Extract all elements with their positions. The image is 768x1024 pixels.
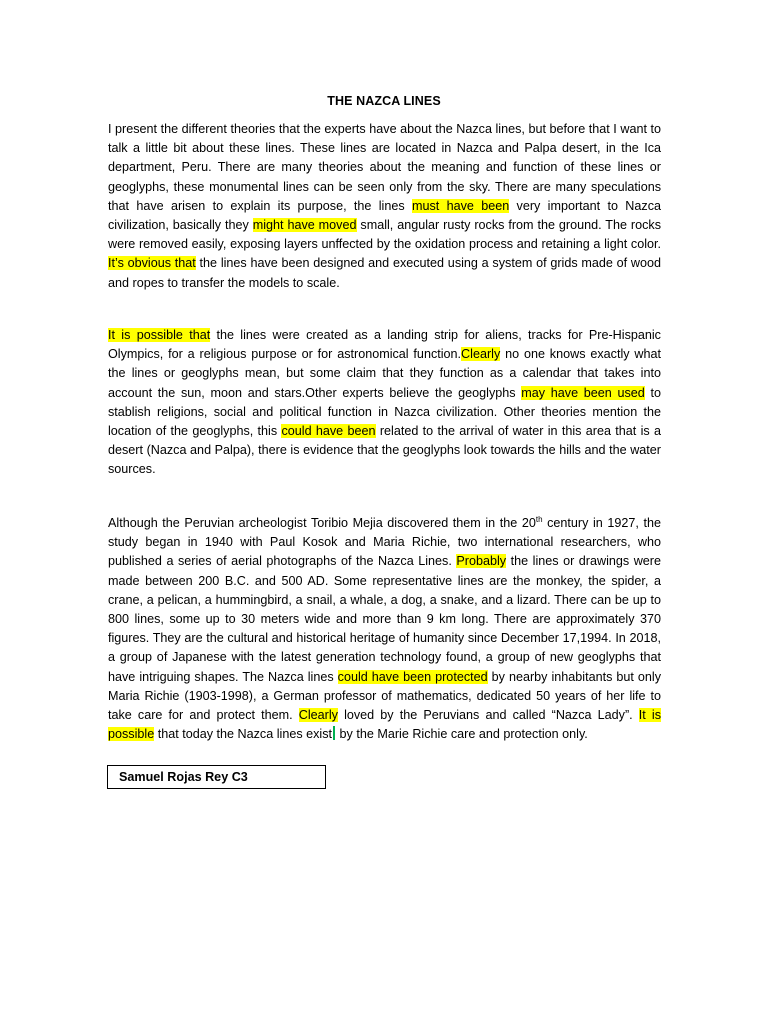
paragraph-2 [108, 326, 661, 480]
highlighted-phrase: Clearly [461, 347, 501, 362]
highlighted-phrase: might have moved [252, 218, 357, 233]
document-title: THE NAZCA LINES [327, 94, 441, 108]
highlighted-phrase: could have been protected [337, 669, 488, 684]
text-run: by the Marie Richie care and protection only. [336, 727, 588, 742]
signature-box: Samuel Rojas Rey C3 [107, 765, 326, 789]
highlighted-phrase: may have been used [521, 385, 645, 400]
text-run: no one knows exactly what the lines or geoglyphs mean, but some claim that they function as a calendar that takes into account the sun, moon and stars.Other experts believe the geoglyphs [108, 347, 661, 400]
text-run: the lines have been designed and executed using a system of grids made of wood and ropes to transfer the models to scale. [108, 256, 661, 290]
text-run: small, angular rusty rocks from the ground. The rocks were removed easily, exposing layers unffected by the oxidation process and retaining a light color. [108, 218, 661, 252]
text-run: that today the Nazca lines exist [154, 727, 333, 742]
text-run: the lines or drawings were made between 200 B.C. and 500 AD. Some representative lines are the monkey, the spider, a crane, a pelican, a hummingbird, a snail, a whale, a dog, a snake, and a lizard. There can be up to 800 lines, some up to 30 meters wide and more than 9 km long. There are approximately 370 figures. They are the cultural and historical heritage of humanity since December 17,1994. In 2018, a group of Japanese with the latest generation technology found, a group of new geoglyphs that have intriguing shapes. The Nazca lines [108, 554, 661, 684]
text-run: related to the arrival of water in this area that is a desert (Nazca and Palpa), there is evidence that the geoglyphs look towards the hills and the water sources. [108, 424, 661, 477]
text-run: to stablish religions, social and political function in Nazca civilization. Other theories mention the location of the geoglyphs, this [108, 385, 661, 439]
text-run: by nearby inhabitants but only Maria Richie (1903-1998), a German professor of mathematics, dedicated 50 years of her life to take care for and protect them. [108, 669, 661, 723]
highlighted-phrase: Probably [456, 554, 507, 569]
paragraph-1 [108, 120, 661, 293]
text-run: Although the Peruvian archeologist Toribio Mejia discovered them in the 20 [108, 516, 536, 530]
highlighted-phrase: could have been [281, 424, 376, 439]
highlighted-phrase: Clearly [298, 708, 338, 723]
highlighted-phrase: It’s obvious that [108, 256, 196, 271]
text-run: I present the different theories that the experts have about the Nazca lines, but before that I want to talk a little bit about these lines. These lines are located in Nazca and Palpa desert, in the Ica department, Peru. There are many theories about the meaning and function of these lines or geoglyphs, these monumental lines can be seen only from the sky. There are many speculations that have arisen to explain its purpose, the lines [108, 122, 661, 213]
highlighted-phrase: must have been [411, 198, 510, 213]
text-run: the lines were created as a landing strip for aliens, tracks for Pre-Hispanic Olympics, for a religious purpose or for astronomical function. [108, 328, 661, 362]
text-run: century in 1927, the study began in 1940 with Paul Kosok and Maria Richie, two international researchers, who published a series of aerial photographs of the Nazca Lines. [108, 516, 661, 569]
text-cursor [333, 726, 335, 740]
highlighted-phrase: It is possible [108, 708, 661, 742]
paragraph-3 [108, 514, 661, 744]
text-run: loved by the Peruvians and called “Nazca Lady”. [337, 708, 639, 723]
text-run: very important to Nazca civilization, basically they [108, 198, 661, 233]
highlighted-phrase: It is possible that [108, 328, 211, 342]
superscript: th [535, 514, 543, 524]
